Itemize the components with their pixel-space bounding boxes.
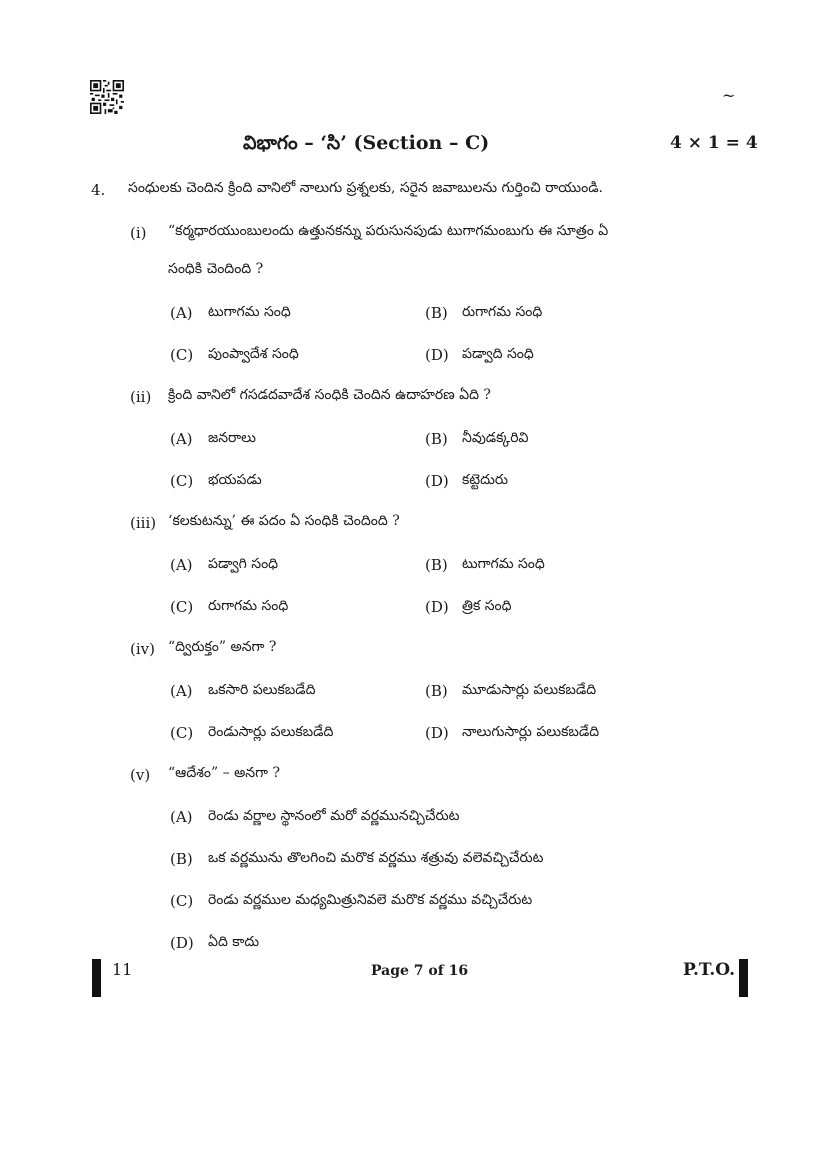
option-letter: (C) <box>170 892 194 910</box>
option-text: రెండు వర్ణాల స్థానంలో మరో వర్ణమునచ్చిచేరుట <box>208 808 460 824</box>
option-text: పుంప్వాదేశ సంధి <box>208 346 299 362</box>
option-letter: (D) <box>425 598 449 616</box>
option-text: రెండుసార్లు పలుకబడేది <box>208 724 334 740</box>
option-letter: (C) <box>170 346 194 364</box>
option-text: పడ్వాగి సంధి <box>208 556 279 572</box>
option-letter: (B) <box>425 430 448 448</box>
footer-bar-left <box>92 959 101 997</box>
option-letter: (C) <box>170 598 194 616</box>
option-letter: (D) <box>425 472 449 490</box>
subquestion-number: (iv) <box>130 640 155 658</box>
corner-mark: ~ <box>722 86 736 105</box>
question-number: 4. <box>91 181 106 199</box>
option-letter: (D) <box>170 934 194 952</box>
option-text: నాలుగుసార్లు పలుకబడేది <box>462 724 600 740</box>
option-letter: (C) <box>170 724 194 742</box>
option-text: ఏది కాదు <box>208 934 260 950</box>
pto-label: P.T.O. <box>683 960 735 980</box>
footer-code: 11 <box>112 960 133 979</box>
option-text: మూడుసార్లు పలుకబడేది <box>462 682 597 698</box>
option-text: కట్టెదురు <box>462 472 508 488</box>
option-text: పడ్వాది సంధి <box>462 346 534 362</box>
option-letter: (A) <box>170 430 193 448</box>
subquestion-text-line: క్రింది వానిలో గసడదవాదేశ సంధికి చెందిన ఉదాహరణ ఏది ? <box>168 387 491 403</box>
marks-allocation: 4 × 1 = 4 <box>670 133 758 153</box>
subquestion-text-line: ‘కలకుటన్ను’ ఈ పదం ఏ సంధికి చెందింది ? <box>168 513 400 529</box>
subquestion-number: (ii) <box>130 388 152 406</box>
subquestion-text-line: “ఆదేశం” – అనగా ? <box>168 765 280 781</box>
option-text: రెండు వర్ణముల మధ్యమిత్రునివలె మరొక వర్ణము వచ్చిచేరుట <box>208 892 533 908</box>
option-text: ఒకసారి పలుకబడేది <box>208 682 316 698</box>
option-letter: (B) <box>170 850 193 868</box>
option-text: ఒక వర్ణమును తొలగించి మరొక వర్ణము శత్రువు వలెవచ్చిచేరుట <box>208 850 544 866</box>
qr-code <box>90 80 124 114</box>
option-letter: (D) <box>425 724 449 742</box>
option-letter: (B) <box>425 304 448 322</box>
option-text: నీవుడక్కరివి <box>462 430 529 446</box>
subquestion-number: (v) <box>130 766 151 784</box>
subquestion-text-line: “ద్విరుక్తం” అనగా ? <box>168 639 277 655</box>
option-text: రుగాగమ సంధి <box>208 598 289 614</box>
question-text: సంధులకు చెందిన క్రింది వానిలో నాలుగు ప్రశ్నలకు, సరైన జవాబులను గుర్తించి రాయుండి. <box>128 180 604 196</box>
subquestion-text-line: సంధికి చెందింది ? <box>168 261 264 277</box>
option-text: త్రిక సంధి <box>462 598 512 614</box>
option-letter: (A) <box>170 304 193 322</box>
subquestion-number: (iii) <box>130 514 157 532</box>
option-letter: (A) <box>170 808 193 826</box>
option-letter: (A) <box>170 682 193 700</box>
section-title: విభాగం – ‘సి’ (Section – C) <box>243 132 490 154</box>
subquestion-number: (i) <box>130 224 147 242</box>
footer-bar-right <box>739 959 748 997</box>
subquestion-text-line: “కర్మధారయుంబులందు ఉత్తునకన్ను పరుసునపుడు టుగాగమంబుగు ఈ సూత్రం ఏ <box>168 223 609 239</box>
option-text: టుగాగమ సంధి <box>208 304 291 320</box>
option-text: భయపడు <box>208 472 262 488</box>
option-letter: (C) <box>170 472 194 490</box>
page-number: Page 7 of 16 <box>371 963 469 979</box>
option-letter: (D) <box>425 346 449 364</box>
option-letter: (A) <box>170 556 193 574</box>
option-letter: (B) <box>425 556 448 574</box>
option-letter: (B) <box>425 682 448 700</box>
option-text: జనరాలు <box>208 430 256 446</box>
option-text: టుగాగమ సంధి <box>462 556 545 572</box>
option-text: రుగాగమ సంధి <box>462 304 543 320</box>
